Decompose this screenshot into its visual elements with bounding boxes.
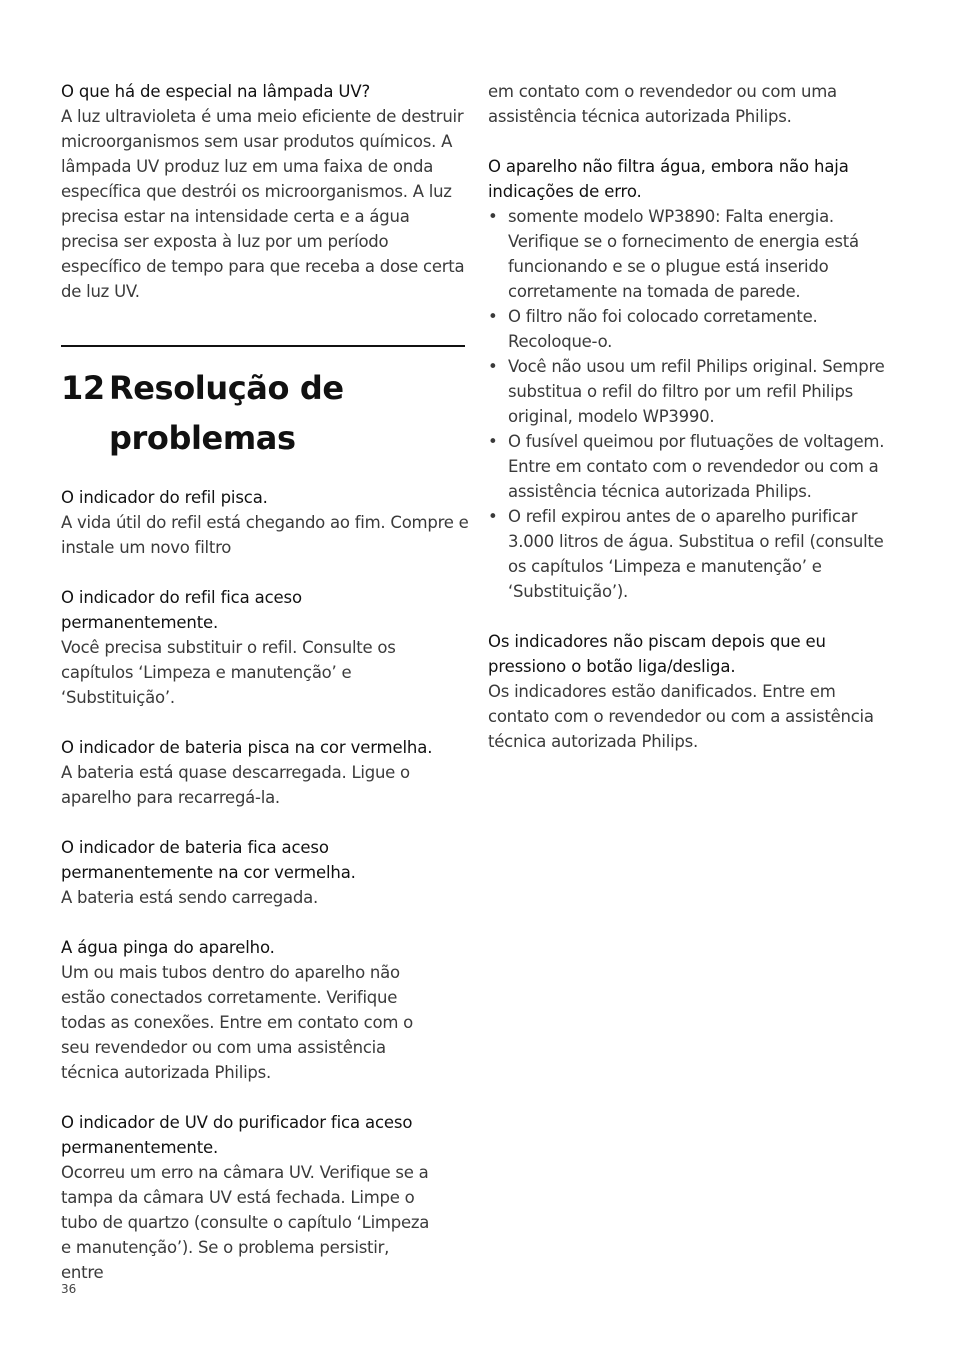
list-item-text: O fusível queimou por flutuações de voltagem. Entre em contato com o revendedor ou com a assistência técnica autorizada Philips.: [508, 432, 885, 501]
section-title: Resolução de problemas: [109, 369, 344, 457]
item-question: Os indicadores não piscam depois que eu pressiono o botão liga/desliga.: [488, 632, 826, 676]
item-question: O indicador do refil fica aceso permanentemente.: [61, 588, 302, 632]
item-answer: A vida útil do refil está chegando ao fim. Compre e instale um novo filtro: [61, 513, 469, 557]
right-column: [488, 79, 896, 754]
list-item: [488, 429, 896, 504]
item-question: A água pinga do aparelho.: [61, 938, 275, 957]
list-item-text: O refil expirou antes de o aparelho purificar 3.000 litros de água. Substitua o refil (consulte os capítulos ‘Limpeza e manutenção’ e ‘Substituição’).: [508, 507, 884, 601]
section-heading: [61, 363, 469, 463]
list-item: [488, 504, 896, 604]
troubleshoot-item: [61, 735, 469, 810]
bullet-icon: •: [488, 357, 498, 376]
bullet-icon: •: [488, 507, 498, 526]
bullet-icon: •: [488, 432, 498, 451]
troubleshoot-item: [488, 154, 896, 604]
troubleshoot-item: [61, 485, 469, 560]
list-item-text: Você não usou um refil Philips original. Sempre substitua o refil do filtro por um refil Philips original, modelo WP3990.: [508, 357, 885, 426]
list-item-text: somente modelo WP3890: Falta energia. Verifique se o fornecimento de energia está funcionando e se o plugue está inserido corretamente na tomada de parede.: [508, 207, 859, 301]
intro-question: O que há de especial na lâmpada UV?: [61, 82, 371, 101]
section-number: 12: [61, 369, 105, 407]
continued-answer: em contato com o revendedor ou com uma assistência técnica autorizada Philips.: [488, 82, 837, 126]
item-answer: Você precisa substituir o refil. Consulte os capítulos ‘Limpeza e manutenção’ e ‘Substituição’.: [61, 638, 396, 707]
intro-block: [61, 79, 469, 304]
cause-list: [488, 204, 896, 604]
list-item: [488, 304, 896, 354]
troubleshoot-item: [61, 935, 469, 1085]
list-item-text: O filtro não foi colocado corretamente. Recoloque-o.: [508, 307, 818, 351]
item-question: O indicador de UV do purificador fica aceso permanentemente.: [61, 1113, 413, 1157]
item-question: O aparelho não filtra água, embora não haja indicações de erro.: [488, 157, 849, 201]
intro-answer: A luz ultravioleta é uma meio eficiente de destruir microorganismos sem usar produtos químicos. A lâmpada UV produz luz em uma faixa de onda específica que destrói os microorganismos. A luz precisa estar na intensidade certa e a água precisa ser exposta à luz por um período específico de tempo para que receba a dose certa de luz UV.: [61, 107, 465, 301]
left-column: [61, 79, 469, 1285]
item-answer: Os indicadores estão danificados. Entre em contato com o revendedor ou com a assistência técnica autorizada Philips.: [488, 682, 874, 751]
list-item: [488, 204, 896, 304]
troubleshoot-item: [61, 1110, 469, 1285]
troubleshoot-item: [488, 629, 896, 754]
item-question: O indicador de bateria fica aceso permanentemente na cor vermelha.: [61, 838, 356, 882]
troubleshoot-item: [61, 835, 469, 910]
item-answer: Um ou mais tubos dentro do aparelho não estão conectados corretamente. Verifique todas as conexões. Entre em contato com o seu revendedor ou com uma assistência técnica autorizada Philips.: [61, 963, 414, 1082]
page-number: 36: [61, 1282, 77, 1296]
item-question: O indicador de bateria pisca na cor vermelha.: [61, 738, 433, 757]
bullet-icon: •: [488, 207, 498, 226]
item-answer: Ocorreu um erro na câmara UV. Verifique se a tampa da câmara UV está fechada. Limpe o tubo de quartzo (consulte o capítulo ‘Limpeza e manutenção’). Se o problema persistir, entre: [61, 1163, 430, 1282]
item-answer: A bateria está quase descarregada. Ligue o aparelho para recarregá-la.: [61, 763, 410, 807]
bullet-icon: •: [488, 307, 498, 326]
item-question: O indicador do refil pisca.: [61, 488, 268, 507]
item-answer: A bateria está sendo carregada.: [61, 888, 318, 907]
troubleshoot-item: [61, 585, 469, 710]
section-rule: [61, 345, 465, 347]
list-item: [488, 354, 896, 429]
